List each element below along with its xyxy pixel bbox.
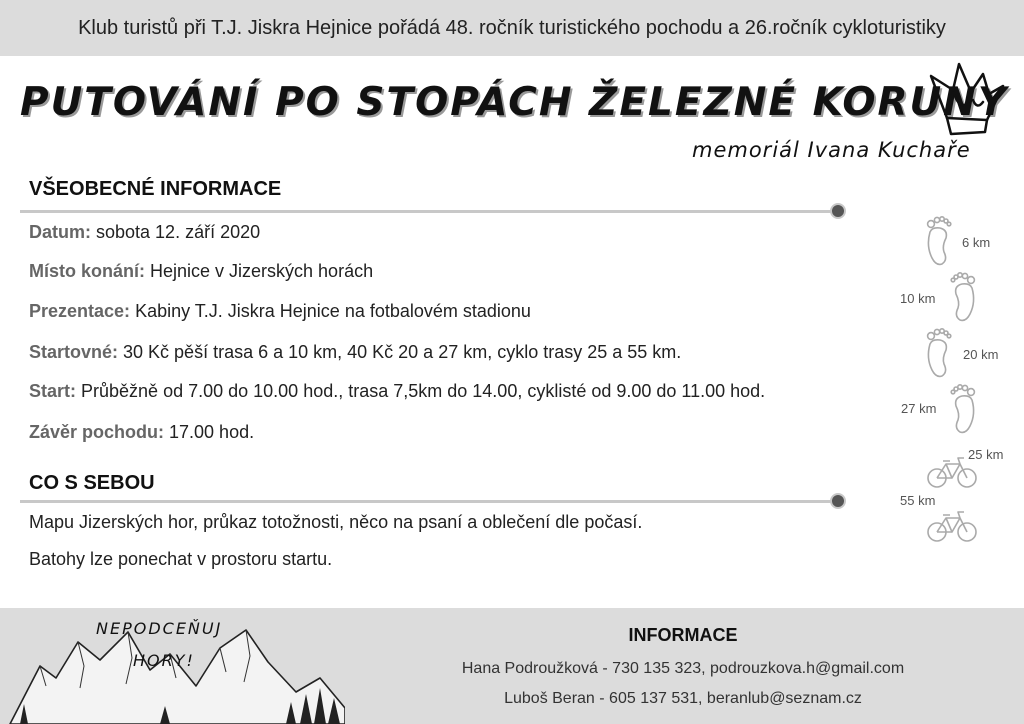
info-row-venue — [29, 261, 373, 282]
info-row-registration — [29, 301, 531, 322]
divider-line — [20, 210, 838, 213]
subtitle: memoriál Ivana Kuchaře — [692, 138, 971, 162]
bring-line: Mapu Jizerských hor, průkaz totožnosti, něco na psaní a oblečení dle počasí. — [29, 512, 643, 532]
footprint-icon — [944, 268, 982, 326]
bring-line: Batohy lze ponechat v prostoru startu. — [29, 549, 333, 569]
route-distance-label: 25 km — [968, 447, 1004, 462]
crown-icon — [925, 60, 1007, 140]
bicycle-icon — [926, 456, 978, 490]
divider-line — [20, 500, 838, 503]
footprint-icon — [920, 324, 958, 382]
info-row-finish — [29, 422, 254, 443]
info-label: Prezentace: — [29, 301, 131, 321]
info-row-fee — [29, 342, 681, 363]
route-distance-label: 20 km — [963, 347, 999, 362]
info-value: Průběžně od 7.00 do 10.00 hod., trasa 7,5km do 14.00, cyklisté od 9.00 do 11.00 hod. — [76, 381, 766, 401]
general-info-heading: VŠEOBECNÉ INFORMACE — [29, 178, 282, 200]
info-label: Závěr pochodu: — [29, 422, 165, 442]
info-value: Hejnice v Jizerských horách — [145, 261, 374, 281]
route-distance-label: 10 km — [900, 291, 936, 306]
footprint-icon — [944, 380, 982, 438]
info-row-date — [29, 222, 260, 243]
route-distance-label: 27 km — [901, 401, 937, 416]
info-row-start — [29, 381, 765, 402]
contact-line: Luboš Beran - 605 137 531, beranlub@seznam.cz — [504, 690, 862, 707]
contact-heading: INFORMACE — [628, 625, 738, 645]
general-info-divider — [20, 201, 848, 221]
bring-divider — [20, 491, 848, 511]
divider-dot — [830, 493, 846, 509]
info-value: Kabiny T.J. Jiskra Hejnice na fotbalovém stadionu — [130, 301, 531, 321]
info-label: Start: — [29, 381, 77, 401]
main-title: PUTOVÁNÍ PO STOPÁCH ŽELEZNÉ KORUNY — [20, 80, 1009, 125]
bring-heading: CO S SEBOU — [29, 472, 155, 494]
info-value: 30 Kč pěší trasa 6 a 10 km, 40 Kč 20 a 27 km, cyklo trasy 25 a 55 km. — [118, 342, 682, 362]
top-banner — [0, 0, 1024, 56]
footer — [0, 608, 1024, 724]
route-distance-label: 6 km — [962, 235, 991, 250]
bicycle-icon — [926, 510, 978, 544]
footprint-icon — [920, 212, 958, 270]
slogan-line: HORY! — [133, 651, 195, 670]
banner-text: Klub turistů při T.J. Jiskra Hejnice pořádá 48. ročník turistického pochodu a 26.ročník cykloturistiky — [78, 16, 946, 39]
info-label: Datum: — [29, 222, 91, 242]
route-distance-label: 55 km — [900, 493, 936, 508]
divider-dot — [830, 203, 846, 219]
slogan-line: NEPODCEŇUJ — [96, 619, 223, 638]
info-value: 17.00 hod. — [164, 422, 255, 442]
contact-line: Hana Podroužková - 730 135 323, podrouzkova.h@gmail.com — [461, 660, 905, 677]
info-value: sobota 12. září 2020 — [91, 222, 261, 242]
info-label: Startovné: — [29, 342, 119, 362]
info-label: Místo konání: — [29, 261, 145, 281]
